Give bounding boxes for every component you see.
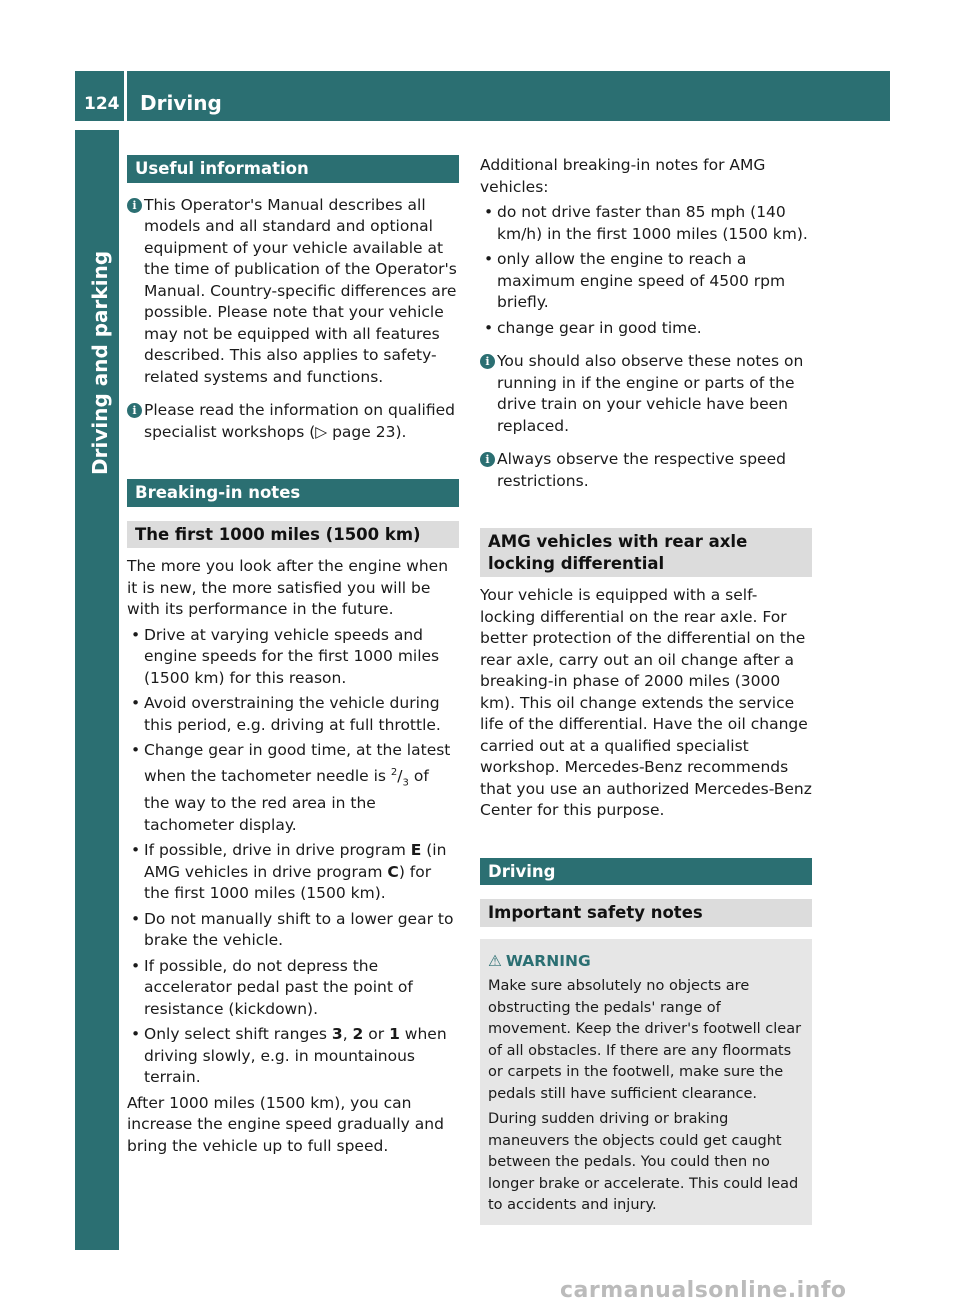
fraction-numerator: 2 — [390, 766, 398, 778]
subheading-amg-axle: AMG vehicles with rear axle locking differential — [480, 528, 812, 577]
text: (in AMG vehicles in drive program — [144, 841, 447, 881]
warning-label: WARNING — [505, 951, 591, 970]
closing-paragraph: After 1000 miles (1500 km), you can increase the engine speed gradually and bring the vehicle up to full speed. — [127, 1093, 444, 1155]
list-item: • only allow the engine to reach a maximum engine speed of 4500 rpm briefly. — [480, 249, 812, 314]
info-icon: i — [127, 403, 142, 418]
shift-range: 1 — [389, 1025, 400, 1044]
text: If possible, drive in drive program — [144, 841, 411, 860]
info-note — [480, 449, 812, 492]
page-number: 124 — [84, 94, 120, 114]
warning-title — [488, 951, 804, 973]
list-item: • change gear in good time. — [480, 318, 812, 340]
header-divider — [124, 71, 127, 121]
drive-program-e: E — [410, 841, 422, 860]
text: Change gear in good time, at the latest when the tachometer needle is — [144, 741, 451, 785]
list-item: • Drive at varying vehicle speeds and engine speeds for the first 1000 miles (1500 km) for this reason. — [127, 625, 459, 690]
warning-paragraph: Make sure absolutely no objects are obstructing the pedals' range of movement. Keep the driver's footwell clear of all obstacles. If there are any floormats or carpets in the footwell, make sure the pedals still have sufficient clearance. — [488, 978, 802, 1102]
subheading-first-1000: The first 1000 miles (1500 km) — [127, 521, 459, 549]
amg-intro: Additional breaking-in notes for AMG vehicles: — [480, 156, 766, 196]
text: when driving slowly, e.g. in mountainous terrain. — [144, 1025, 447, 1087]
right-column — [480, 155, 812, 1225]
list-item: • Do not manually shift to a lower gear to brake the vehicle. — [127, 909, 459, 952]
info-text: Always observe the respective speed restrictions. — [497, 450, 786, 490]
text: Only select shift ranges — [144, 1025, 332, 1044]
section-heading-breaking-in: Breaking-in notes — [127, 479, 459, 507]
info-text: Please read the information on qualified specialist workshops (▷ page 23). — [144, 401, 455, 441]
drive-program-c: C — [387, 862, 399, 881]
axle-paragraph: Your vehicle is equipped with a self-locking differential on the rear axle. For better protection of the differential on the rear axle, carry out an oil change after a breaking-in phase of 2000 miles (3000 km). This oil change extends the service life of the differential. Have the oil change carried out at a qualified specialist workshop. Mercedes-Benz recommends that you use an authorized Mercedes-Benz Center for this purpose. — [480, 586, 812, 819]
left-column — [127, 155, 459, 1157]
text: , — [342, 1025, 353, 1044]
list-item: • Change gear in good time, at the latest when the tachometer needle is $^2/_3$ of the way to the red area in the tachometer display. — [127, 740, 459, 836]
warning-box — [480, 939, 812, 1225]
text: of the way to the red area in the tachometer display. — [144, 766, 429, 834]
text: ) for the first 1000 miles (1500 km). — [144, 862, 432, 903]
list-item — [127, 1024, 459, 1089]
list-item: • If possible, do not depress the accelerator pedal past the point of resistance (kickdown). — [127, 956, 459, 1021]
section-heading-useful: Useful information — [127, 155, 459, 183]
text: or — [363, 1025, 390, 1044]
list-item: • Avoid overstraining the vehicle during this period, e.g. driving at full throttle. — [127, 693, 459, 736]
watermark: carmanualsonline.info — [560, 1278, 847, 1303]
subheading-safety: Important safety notes — [480, 899, 812, 927]
info-note — [127, 195, 459, 389]
warning-triangle-icon: ⚠ — [488, 951, 502, 970]
intro-paragraph: The more you look after the engine when it is new, the more satisfied you will be with its performance in the future. — [127, 557, 449, 618]
info-note — [127, 400, 459, 443]
side-tab-text: Driving and parking — [88, 250, 112, 475]
list-item — [127, 840, 459, 905]
info-text: This Operator's Manual describes all models and all standard and optional equipment of your vehicle available at the time of publication of the Operator's Manual. Country-specific differences are possible. Please note that your vehicle may not be equipped with all features described. This also applies to safety-related systems and functions. — [144, 195, 457, 386]
list-item: • do not drive faster than 85 mph (140 km/h) in the first 1000 miles (1500 km). — [480, 202, 812, 245]
info-icon: i — [127, 198, 142, 213]
shift-range: 3 — [331, 1025, 343, 1044]
info-icon: i — [480, 452, 495, 467]
fraction-denominator: 3 — [402, 776, 409, 788]
info-icon: i — [480, 354, 495, 369]
info-note — [480, 351, 812, 437]
side-tab-label — [88, 251, 112, 475]
info-text: You should also observe these notes on running in if the engine or parts of the drive train on your vehicle have been replaced. — [497, 352, 804, 435]
section-heading-driving: Driving — [480, 858, 812, 886]
warning-paragraph: During sudden driving or braking maneuvers the objects could get caught between the pedals. You could then no longer brake or accelerate. This could lead to accidents and injury. — [488, 1111, 799, 1213]
shift-range: 2 — [352, 1025, 364, 1044]
page-title: Driving — [140, 91, 222, 115]
